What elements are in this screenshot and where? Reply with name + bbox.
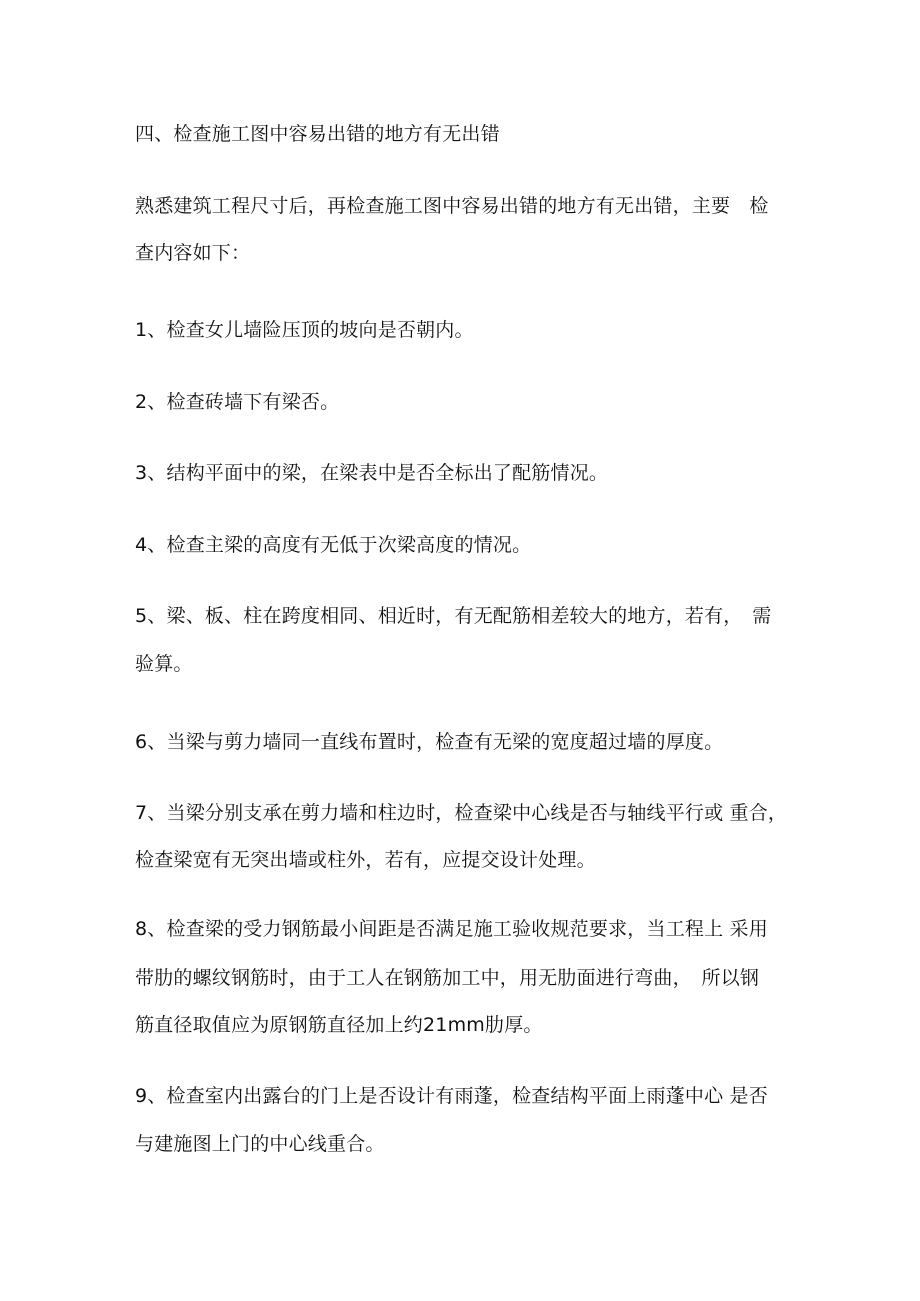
item-8-line-2: 带肋的螺纹钢筋时，由于工人在钢筋加工中，用无肋面进行弯曲， 所以钢: [135, 967, 760, 989]
item-6-line-1: 6、当梁与剪力墙同一直线布置时，检查有无梁的宽度超过墙的厚度。: [135, 731, 724, 753]
item-4-line-1: 4、检查主梁的高度有无低于次梁高度的情况。: [135, 534, 532, 556]
section-heading: 四、检查施工图中容易出错的地方有无出错: [135, 123, 500, 145]
item-2-line-1: 2、检查砖墙下有梁否。: [135, 391, 340, 413]
item-7-line-2: 检查梁宽有无突出墙或柱外，若有，应提交设计处理。: [135, 849, 596, 871]
intro-line-1: 熟悉建筑工程尺寸后，再检查施工图中容易出错的地方有无出错，主要 检: [135, 195, 769, 217]
item-5-line-2: 验算。: [135, 653, 193, 675]
item-5-line-1: 5、梁、板、柱在跨度相同、相近时，有无配筋相差较大的地方，若有， 需: [135, 605, 772, 627]
item-1-line-1: 1、检查女儿墙险压顶的坡向是否朝内。: [135, 319, 474, 341]
item-9-line-2: 与建施图上门的中心线重合。: [135, 1133, 385, 1155]
item-3-line-1: 3、结构平面中的梁，在梁表中是否全标出了配筋情况。: [135, 462, 609, 484]
item-8-line-3: 筋直径取值应为原钢筋直径加上约21mm肋厚。: [135, 1014, 543, 1036]
item-9-line-1: 9、检查室内出露台的门上是否设计有雨蓬，检查结构平面上雨蓬中心 是否: [135, 1085, 768, 1107]
intro-line-2: 查内容如下：: [135, 242, 251, 264]
item-7-line-1: 7、当梁分别支承在剪力墙和柱边时，检查梁中心线是否与轴线平行或 重合，: [135, 802, 788, 824]
item-8-line-1: 8、检查梁的受力钢筋最小间距是否满足施工验收规范要求，当工程上 采用: [135, 918, 768, 940]
